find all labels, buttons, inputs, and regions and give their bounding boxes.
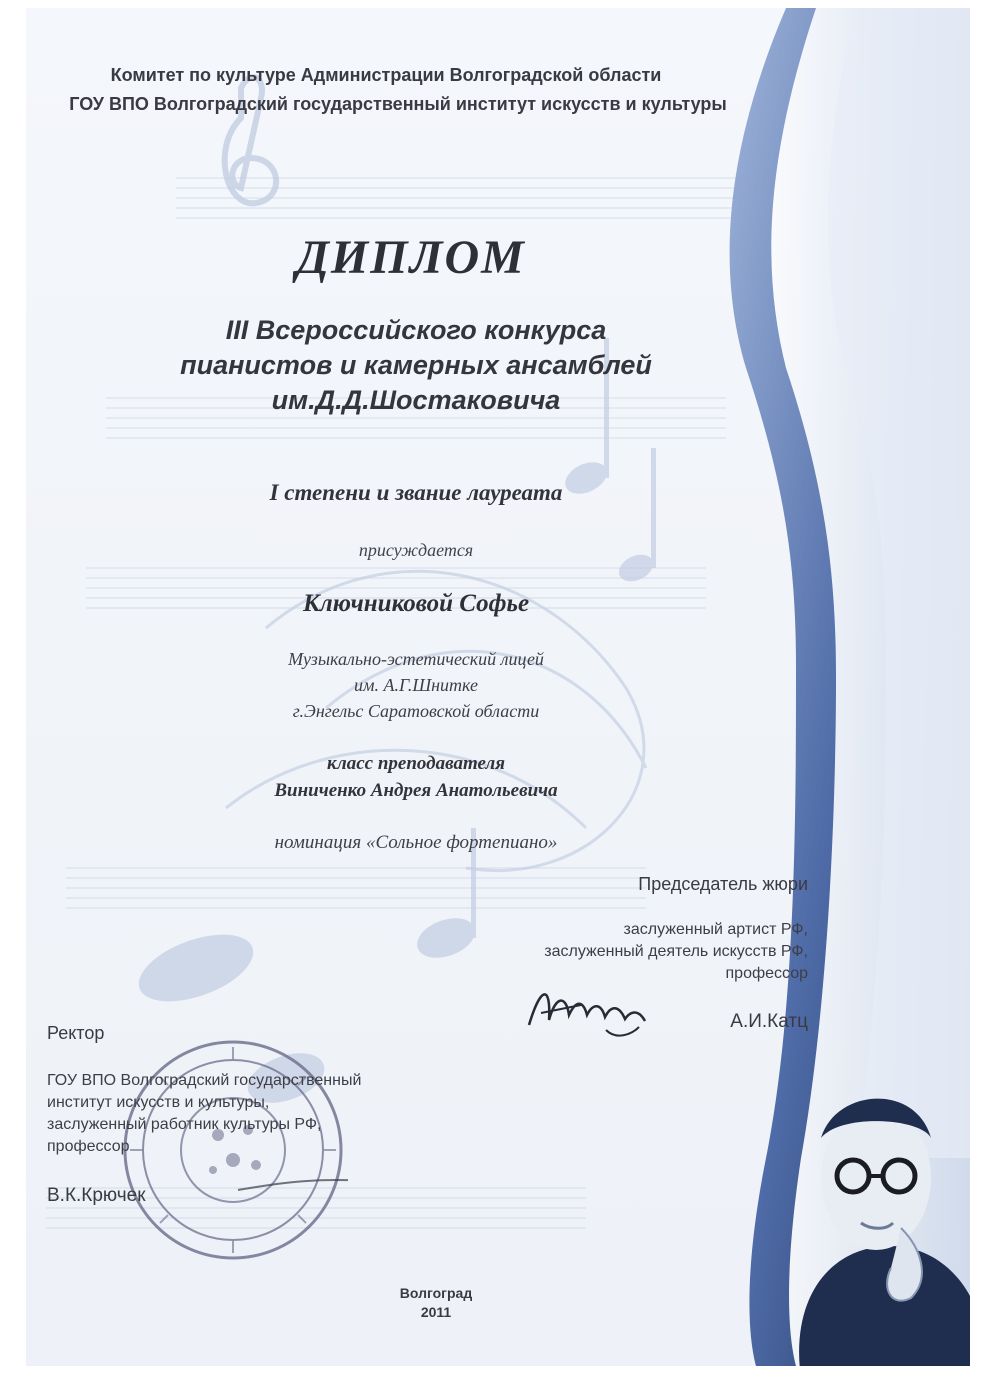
rector-rank-1: ГОУ ВПО Волгоградский государственный xyxy=(47,1072,362,1089)
jury-signature xyxy=(521,975,651,1045)
rector-rank-3: заслуженный работник культуры РФ, xyxy=(47,1116,322,1133)
rector-name: В.К.Крючек xyxy=(47,1185,146,1206)
organization-line-2: ГОУ ВПО Волгоградский государственный институт искусств и культуры xyxy=(69,94,727,114)
rector-title: Ректор xyxy=(47,1023,105,1043)
composer-portrait xyxy=(781,1058,970,1366)
official-seal xyxy=(118,1035,348,1265)
school-line-3: г.Энгельс Саратовской области xyxy=(292,701,540,721)
award-degree: I степени и звание лауреата xyxy=(269,480,563,505)
awarded-label: присуждается xyxy=(358,540,474,560)
jury-chair-rank-3: профессор xyxy=(725,965,808,982)
school-line-1: Музыкально-эстетический лицей xyxy=(288,649,544,669)
teacher-line-2: Виниченко Андрея Анатольевича xyxy=(274,780,558,801)
rector-rank-2: институт искусств и культуры, xyxy=(47,1094,270,1111)
teacher-line-1: класс преподавателя xyxy=(326,753,505,774)
city: Волгоград xyxy=(399,1285,473,1301)
contest-line-1: III Всероссийского конкурса xyxy=(225,315,607,345)
jury-chair-rank-2: заслуженный деятель искусств РФ, xyxy=(544,943,808,960)
jury-chair-name: А.И.Катц xyxy=(730,1011,808,1032)
contest-line-3: им.Д.Д.Шостаковича xyxy=(271,385,561,415)
nomination: номинация «Сольное фортепиано» xyxy=(274,832,558,853)
recipient-name: Ключниковой Софье xyxy=(302,590,530,617)
diploma-sheet xyxy=(26,8,970,1366)
jury-chair-title: Председатель жюри xyxy=(638,874,808,894)
contest-line-2: пианистов и камерных ансамблей xyxy=(180,350,652,380)
school-line-2: им. А.Г.Шнитке xyxy=(353,675,479,695)
diploma-title: ДИПЛОМ xyxy=(296,231,526,284)
organization-line-1: Комитет по культуре Администрации Волгоградской области xyxy=(110,65,662,85)
jury-chair-rank-1: заслуженный артист РФ, xyxy=(623,921,808,938)
rector-rank-4: профессор xyxy=(47,1138,130,1155)
year: 2011 xyxy=(420,1304,452,1320)
